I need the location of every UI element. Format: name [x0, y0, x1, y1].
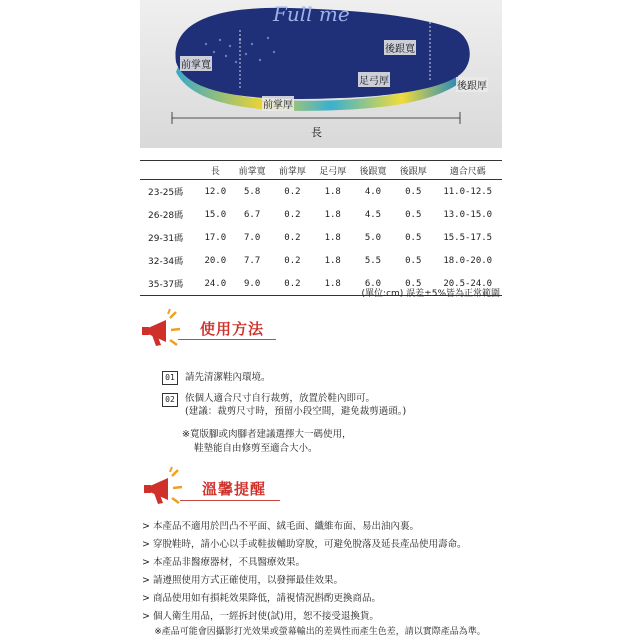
- table-header: 後跟寬: [353, 161, 393, 180]
- color-disclaimer: ※產品可能會因攝影打光效果或螢幕輸出的差異性而產生色差，請以實際產品為準。: [154, 627, 486, 637]
- insole-photo: [140, 0, 502, 148]
- table-cell: 1.8: [324, 186, 341, 197]
- step-text: 依個人適合尺寸自行裁剪，放置於鞋內即可。: [185, 393, 376, 404]
- table-header: 長: [199, 161, 232, 180]
- table-cell: 24.0: [199, 272, 232, 296]
- usage-note: 鞋墊能自由修剪至適合大小。: [194, 443, 318, 454]
- reminder-item: > 商品使用如有損耗效果降低，請視情況斟酌更換商品。: [142, 593, 381, 604]
- unit-note: (單位:cm) 誤差±5%皆為正常範圍: [361, 289, 500, 299]
- step-text: 請先清潔鞋內環境。: [185, 372, 271, 383]
- label-arch-thickness: 足弓厚: [358, 72, 390, 87]
- size-table: [140, 160, 502, 296]
- table-header: 前掌寬: [232, 161, 272, 180]
- table-cell: 0.5: [405, 232, 422, 243]
- reminder-title: 溫馨提醒: [202, 480, 267, 498]
- table-cell: 0.5: [405, 255, 422, 266]
- table-cell: 35-37碼: [140, 272, 199, 296]
- table-cell: 32-34碼: [148, 257, 184, 267]
- table-cell: 0.2: [284, 255, 301, 266]
- table-cell: 0.2: [284, 186, 301, 197]
- table-cell: 5.8: [244, 186, 261, 197]
- reminder-item: > 本產品不適用於凹凸不平面、絨毛面、纖維布面、易出油內裏。: [142, 521, 419, 532]
- megaphone-icon: [140, 308, 186, 352]
- table-cell: 29-31碼: [148, 234, 184, 244]
- table-row: [140, 226, 502, 249]
- table-cell: 11.0-12.5: [443, 186, 493, 197]
- reminder-item: > 請遵照使用方式正確使用，以發揮最佳效果。: [142, 575, 343, 586]
- table-cell: 0.5: [405, 186, 422, 197]
- reminder-item: > 個人衛生用品，一經拆封使(試)用，恕不接受退換貨。: [142, 611, 379, 622]
- usage-title: 使用方法: [200, 320, 265, 338]
- table-cell: 15.5-17.5: [443, 232, 493, 243]
- reminder-item: > 穿脫鞋時，請小心以手或鞋拔輔助穿脫，可避免脫落及延長產品使用壽命。: [142, 539, 467, 550]
- table-cell: 1.8: [324, 255, 341, 266]
- usage-title-underline: [178, 339, 276, 340]
- table-cell: 20.5-24.0: [433, 272, 502, 296]
- brand-watermark: Full me: [273, 2, 350, 26]
- reminder-item: > 本產品非醫療器材，不具醫療效果。: [142, 557, 305, 568]
- table-cell: 6.0: [353, 272, 393, 296]
- usage-note: ※寬版腳或肉腳者建議選擇大一碼使用，: [182, 429, 352, 440]
- step-text: (建議：裁剪尺寸時，預留小段空間，避免裁剪過頭。): [185, 406, 407, 417]
- table-cell: 5.5: [364, 255, 382, 266]
- table-cell: 18.0-20.0: [443, 255, 493, 266]
- step-number: 01: [162, 371, 178, 385]
- table-cell: 17.0: [204, 232, 227, 243]
- table-cell: 9.0: [232, 272, 272, 296]
- label-length: 長: [311, 126, 322, 139]
- table-header: [140, 161, 199, 180]
- table-cell: 5.0: [364, 232, 382, 243]
- table-header: 足弓厚: [313, 161, 353, 180]
- table-cell: 1.8: [324, 209, 341, 220]
- table-header: 前掌厚: [272, 161, 312, 180]
- table-cell: 20.0: [204, 255, 227, 266]
- table-cell: 12.0: [204, 186, 227, 197]
- table-cell: 15.0: [204, 209, 227, 220]
- table-header-row: [140, 161, 502, 180]
- table-row: [140, 203, 502, 226]
- label-heel-width: 後跟寬: [384, 40, 416, 55]
- megaphone-icon: [142, 466, 188, 510]
- reminder-list: [142, 518, 466, 626]
- step-number: 02: [162, 393, 178, 407]
- table-cell: 0.2: [284, 209, 301, 220]
- table-cell: 0.2: [284, 232, 301, 243]
- table-header: 後跟厚: [393, 161, 433, 180]
- table-header: 適合尺碼: [433, 161, 502, 180]
- table-cell: 13.0-15.0: [443, 209, 493, 220]
- table-cell: 7.7: [244, 255, 261, 266]
- table-row: [140, 249, 502, 272]
- label-forefoot-width: 前掌寬: [180, 56, 212, 71]
- table-cell: 1.8: [324, 232, 341, 243]
- table-cell: 0.5: [405, 209, 422, 220]
- table-cell: 6.7: [244, 209, 261, 220]
- label-heel-thickness: 後跟厚: [456, 77, 488, 92]
- table-cell: 7.0: [244, 232, 261, 243]
- label-forefoot-thickness: 前掌厚: [262, 96, 294, 111]
- table-cell: 0.2: [272, 272, 312, 296]
- table-row: [140, 180, 502, 204]
- table-cell: 1.8: [313, 272, 353, 296]
- reminder-title-underline: [180, 500, 280, 501]
- table-cell: 23-25碼: [148, 188, 184, 198]
- table-cell: 4.5: [364, 209, 382, 220]
- table-cell: 0.5: [393, 272, 433, 296]
- table-cell: 26-28碼: [148, 211, 184, 221]
- table-cell: 4.0: [364, 186, 382, 197]
